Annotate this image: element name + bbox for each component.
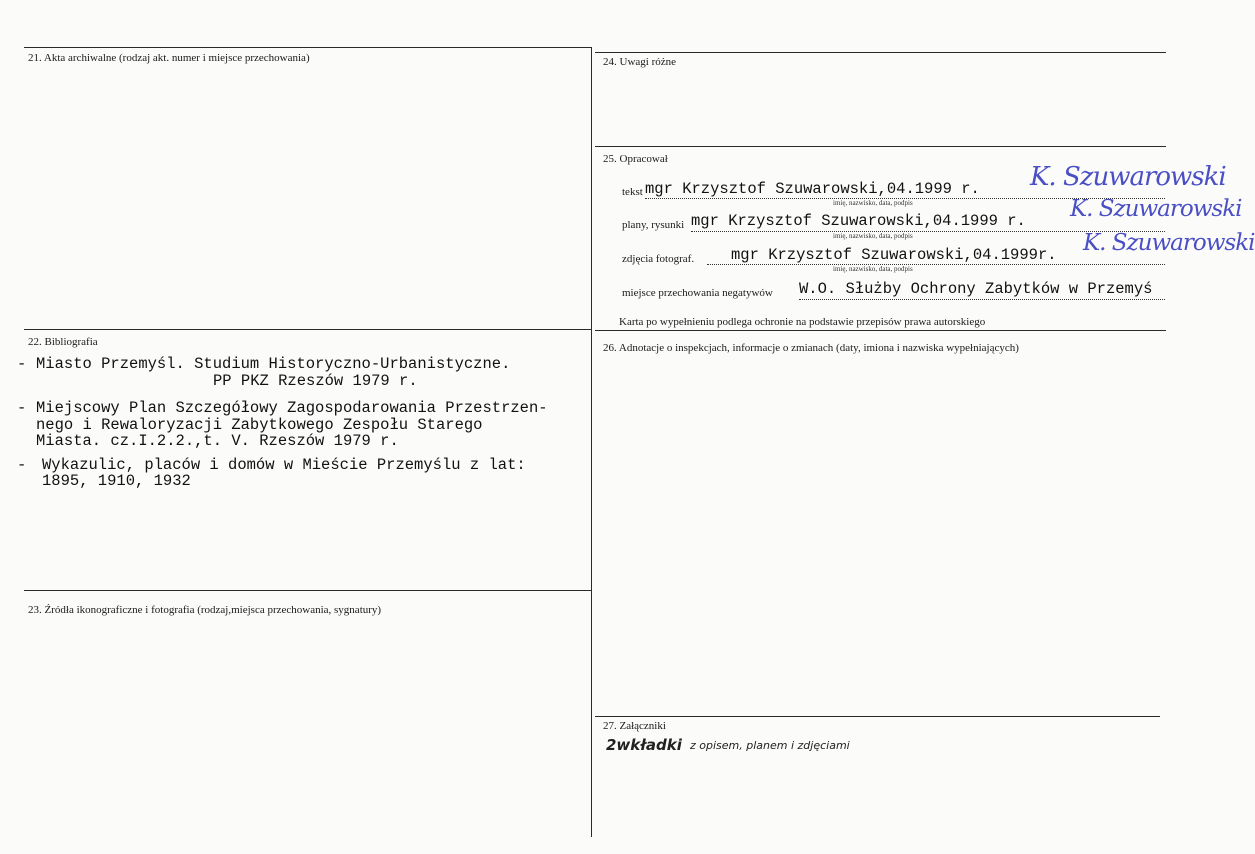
signature-plans: K. Szuwarowski xyxy=(1070,196,1242,222)
field-label-text: tekst xyxy=(622,186,643,198)
bib-dash-1: - xyxy=(17,355,27,373)
bib-entry-2-line-1: Miejscowy Plan Szczegółowy Zagospodarowania Przestrzen- xyxy=(36,399,548,417)
attachments-handwriting-1: 2wkładki xyxy=(606,736,682,754)
field-label-negatives: miejsce przechowania negatywów xyxy=(622,287,773,299)
bib-entry-2-line-2: nego i Rewaloryzacji Zabytkowego Zespołu Starego xyxy=(36,416,483,434)
rule-before-23 xyxy=(24,590,591,591)
attachments-handwriting-2: z opisem, planem i zdjęciami xyxy=(690,739,850,752)
field-label-photos: zdjęcia fotograf. xyxy=(622,253,695,265)
section-22-label: 22. Bibliografia xyxy=(28,336,98,348)
bib-dash-2: - xyxy=(17,399,27,417)
bib-dash-3: - xyxy=(17,456,27,474)
author-sublabel-text: imię, nazwisko, data, podpis xyxy=(833,199,913,207)
author-dots-photos xyxy=(707,264,1165,265)
author-value-plans: mgr Krzysztof Szuwarowski,04.1999 r. xyxy=(691,212,1026,230)
top-rule-right xyxy=(595,52,1166,53)
negatives-dots xyxy=(799,299,1165,300)
field-label-plans: plany, rysunki xyxy=(622,219,685,231)
rule-before-26 xyxy=(595,330,1166,331)
section-25-label: 25. Opracował xyxy=(603,153,668,165)
bib-entry-3-line-2: 1895, 1910, 1932 xyxy=(42,472,191,490)
signature-photos: K. Szuwarowski xyxy=(1083,230,1255,256)
center-divider xyxy=(591,47,592,837)
author-value-photos: mgr Krzysztof Szuwarowski,04.1999r. xyxy=(731,246,1057,264)
section-21-label: 21. Akta archiwalne (rodzaj akt. numer i miejsce przechowania) xyxy=(28,52,310,64)
bib-entry-1-line-2: PP PKZ Rzeszów 1979 r. xyxy=(213,372,418,390)
bib-entry-3-line-1: Wykazulic, placów i domów w Mieście Przemyślu z lat: xyxy=(42,456,526,474)
top-rule-left xyxy=(24,47,591,48)
section-27-label: 27. Załączniki xyxy=(603,720,666,732)
section-24-label: 24. Uwagi różne xyxy=(603,56,677,68)
copyright-note: Karta po wypełnieniu podlega ochronie na podstawie przepisów prawa autorskiego xyxy=(619,316,986,328)
rule-before-22 xyxy=(24,329,591,330)
negatives-value: W.O. Służby Ochrony Zabytków w Przemyś xyxy=(799,280,1153,298)
author-sublabel-plans: imię, nazwisko, data, podpis xyxy=(833,232,913,240)
section-23-label: 23. Źródła ikonograficzne i fotografia (rodzaj,miejsca przechowania, sygnatury) xyxy=(28,604,382,616)
bib-entry-2-line-3: Miasta. cz.I.2.2.,t. V. Rzeszów 1979 r. xyxy=(36,432,399,450)
bib-entry-1-line-1: Miasto Przemyśl. Studium Historyczno-Urbanistyczne. xyxy=(36,355,511,373)
rule-before-27 xyxy=(595,716,1160,717)
signature-text: K. Szuwarowski xyxy=(1030,162,1226,192)
rule-before-25 xyxy=(595,146,1166,147)
author-value-text: mgr Krzysztof Szuwarowski,04.1999 r. xyxy=(645,180,980,198)
section-26-label: 26. Adnotacje o inspekcjach, informacje o zmianach (daty, imiona i nazwiska wypełniających) xyxy=(603,342,1019,354)
author-sublabel-photos: imię, nazwisko, data, podpis xyxy=(833,265,913,273)
